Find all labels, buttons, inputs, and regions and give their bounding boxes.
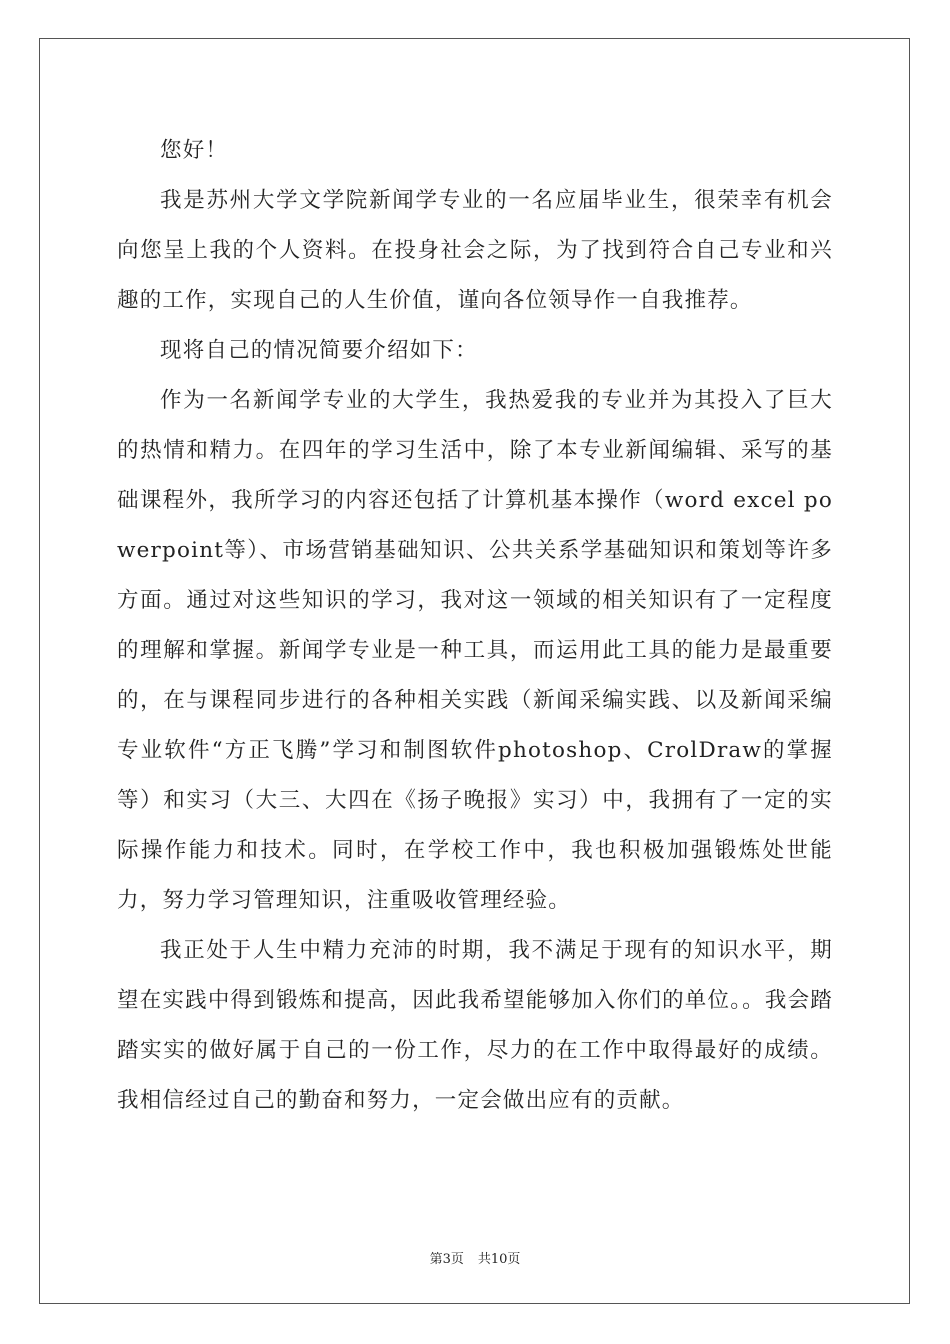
page-footer (0, 1248, 950, 1267)
page-number: 第3页 (429, 1252, 464, 1267)
document-body (117, 126, 833, 1126)
greeting-paragraph: 您好！ (160, 138, 229, 163)
experience-paragraph: 作为一名新闻学专业的大学生，我热爱我的专业并为其投入了巨大的热情和精力。在四年的学习生活中，除了本专业新闻编辑、采写的基础课程外，我所学习的内容还包括了计算机基本操作（word excel powerpoint等）、市场营销基础知识、公共关系学基础知识和策划等许多方面。通过对这些知识的学习，我对这一领域的相关知识有了一定程度的理解和掌握。新闻学专业是一种工具，而运用此工具的能力是最重要的，在与课程同步进行的各种相关实践（新闻采编实践、以及新闻采编专业软件“方正飞腾”学习和制图软件photoshop、CrolDraw的掌握等）和实习（大三、大四在《扬子晚报》实习）中，我拥有了一定的实际操作能力和技术。同时，在学校工作中，我也积极加强锻炼处世能力，努力学习管理知识，注重吸收管理经验。 (117, 388, 833, 913)
overview-paragraph: 现将自己的情况简要介绍如下： (160, 338, 478, 363)
page-total: 共10页 (477, 1252, 521, 1267)
intro-paragraph: 我是苏州大学文学院新闻学专业的一名应届毕业生，很荣幸有机会向您呈上我的个人资料。在投身社会之际，为了找到符合自己专业和兴趣的工作，实现自己的人生价值，谨向各位领导作一自我推荐。 (117, 188, 833, 313)
closing-paragraph: 我正处于人生中精力充沛的时期，我不满足于现有的知识水平，期望在实践中得到锻炼和提高，因此我希望能够加入你们的单位。。我会踏踏实实的做好属于自己的一份工作，尽力的在工作中取得最好的成绩。我相信经过自己的勤奋和努力，一定会做出应有的贡献。 (117, 938, 833, 1113)
